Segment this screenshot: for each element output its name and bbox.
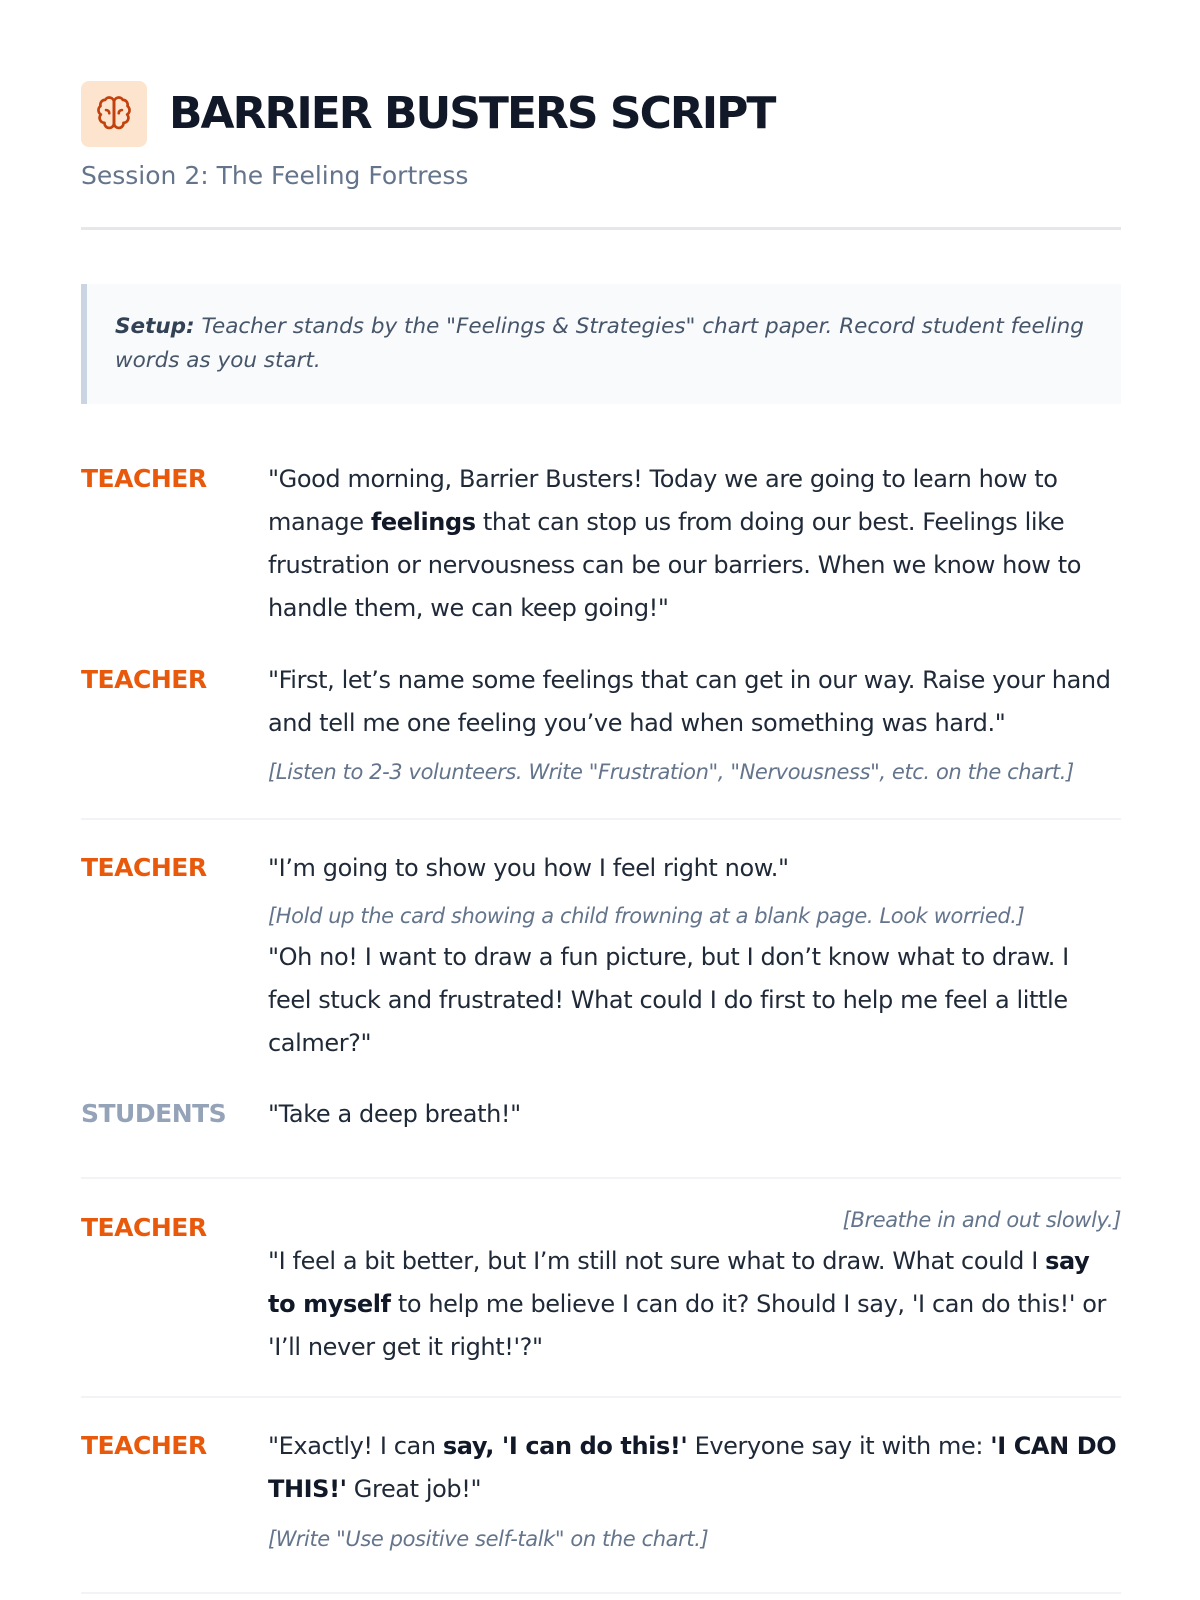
page-title: BARRIER BUSTERS SCRIPT [169, 88, 775, 139]
setup-text: Teacher stands by the "Feelings & Strategies" chart paper. Record student feeling words as you start. [115, 314, 1084, 373]
dialogue-line: "First, let’s name some feelings that can get in our way. Raise your hand and tell me one feeling you’ve had when something was hard." [268, 666, 1111, 737]
header-divider [81, 227, 1121, 230]
brain-icon [81, 81, 147, 147]
dialogue-line: "I’m going to show you how I feel right now." [268, 854, 789, 882]
dialogue-line: "Good morning, Barrier Busters! Today we are going to learn how to manage feelings that can stop us from doing our best. Feelings like frustration or nervousness can be our barriers. When we know how to handle them, we can keep going!" [268, 465, 1082, 622]
dialogue-line: "Take a deep breath!" [268, 1100, 521, 1128]
stage-direction: [Write "Use positive self-talk" on the chart.] [268, 1527, 709, 1551]
setup-callout [81, 284, 1121, 404]
section-divider [81, 1177, 1121, 1179]
speaker-label: TEACHER [81, 1431, 207, 1460]
speaker-label: TEACHER [81, 464, 207, 493]
section-divider [81, 818, 1121, 820]
speaker-label-students: STUDENTS [81, 1099, 227, 1128]
dialogue-line: "Exactly! I can say, 'I can do this!' Everyone say it with me: 'I CAN DO THIS!' Great job!" [268, 1432, 1117, 1503]
stage-direction: [Listen to 2-3 volunteers. Write "Frustration", "Nervousness", etc. on the chart.] [268, 760, 1074, 784]
speaker-label: TEACHER [81, 1213, 207, 1242]
session-subtitle: Session 2: The Feeling Fortress [81, 161, 469, 190]
section-divider [81, 1396, 1121, 1398]
speaker-label: TEACHER [81, 853, 207, 882]
stage-direction: [Breathe in and out slowly.] [842, 1208, 1121, 1232]
setup-label: Setup: [115, 314, 195, 339]
header [81, 81, 1121, 190]
section-divider [81, 1592, 1121, 1594]
speaker-label: TEACHER [81, 665, 207, 694]
dialogue-line: "Oh no! I want to draw a fun picture, but I don’t know what to draw. I feel stuck and frustrated! What could I do first to help me feel a little calmer?" [268, 943, 1069, 1057]
dialogue-line: "I feel a bit better, but I’m still not sure what to draw. What could I say to myself to help me believe I can do it? Should I say, 'I can do this!' or 'I’ll never get it right!'?" [268, 1247, 1107, 1361]
stage-direction: [Hold up the card showing a child frowning at a blank page. Look worried.] [268, 904, 1025, 928]
